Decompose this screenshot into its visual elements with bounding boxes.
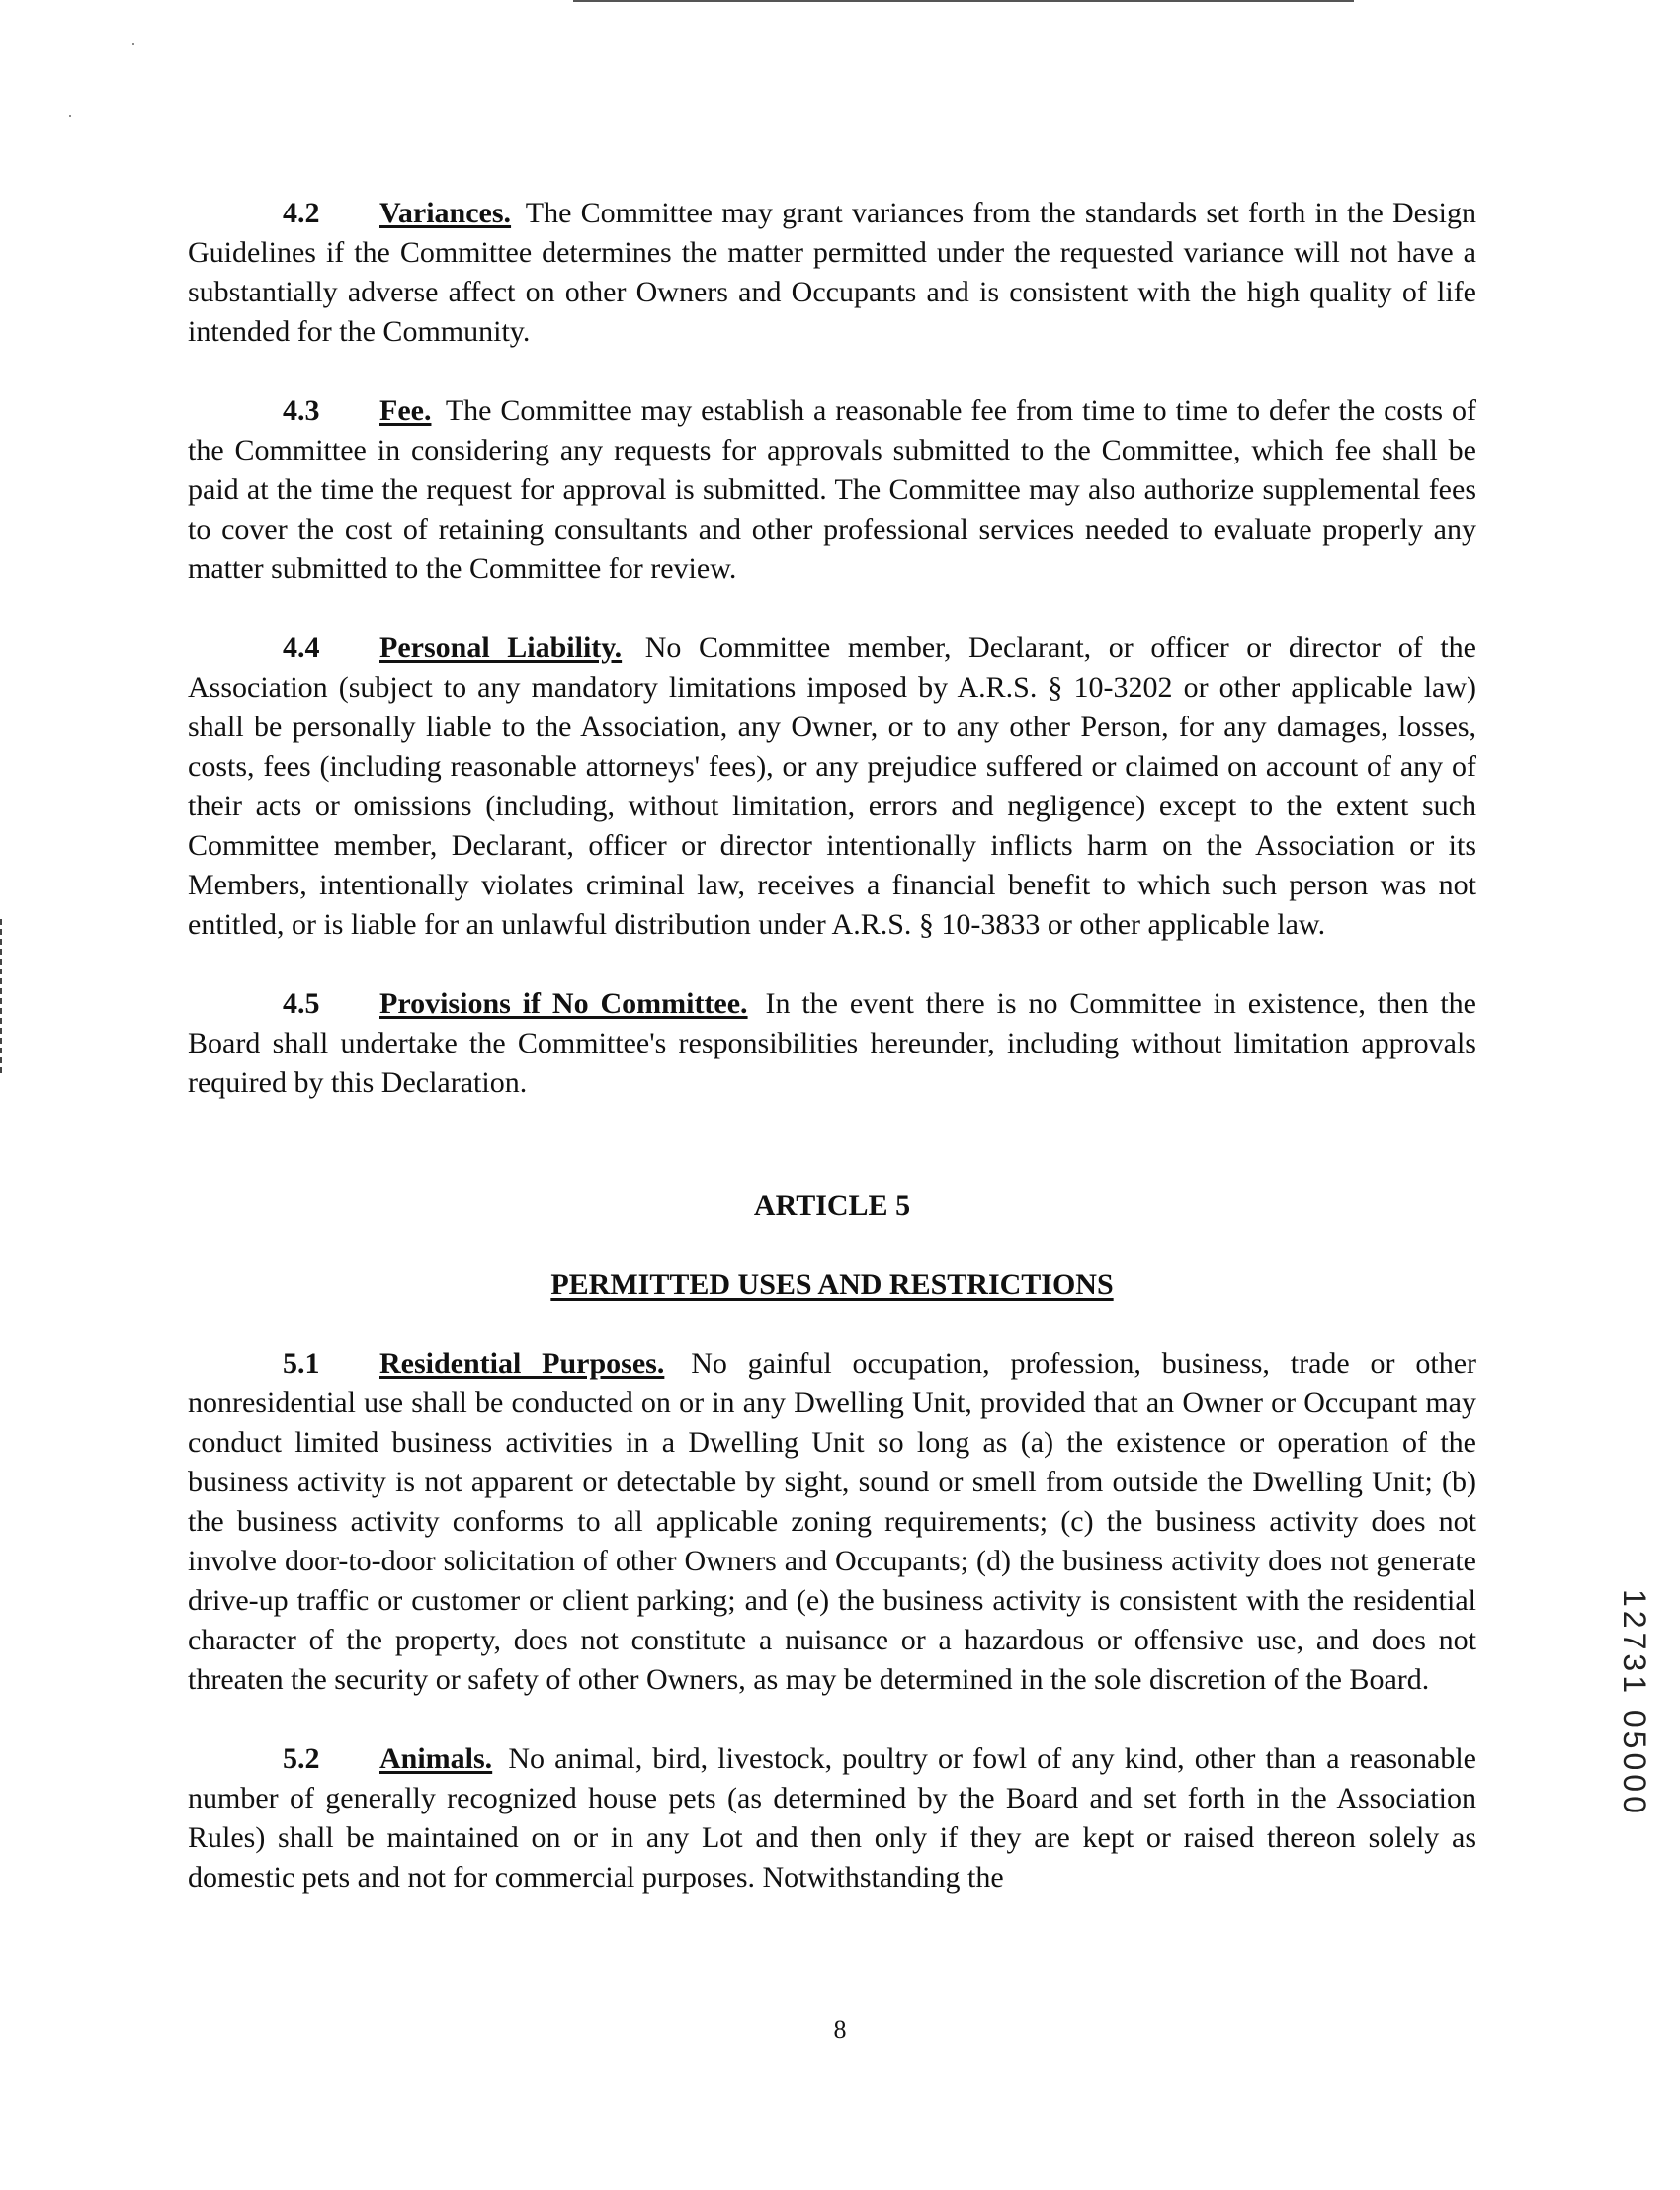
- section-4-4: [188, 629, 1476, 945]
- section-5-1: [188, 1344, 1476, 1700]
- section-4-3: [188, 391, 1476, 589]
- scan-speck: [132, 43, 134, 45]
- section-text: No Committee member, Declarant, or officer or director of the Association (subject to any mandatory limitations imposed by A.R.S. § 10-3202 or other applicable law) shall be personally liable to the Association, any Owner, or to any other Person, for any damages, losses, costs, fees (including reasonable attorneys' fees), or any prejudice suffered or claimed on account of any of their acts or omissions (including, without limitation, errors and negligence) except to the extent such Committee member, Declarant, officer or director intentionally inflicts harm on the Association or its Members, intentionally violates criminal law, receives a financial benefit to which such person was not entitled, or is liable for an unlawful distribution under A.R.S. § 10-3833 or other applicable law.: [188, 632, 1476, 941]
- scan-top-line: [573, 0, 1354, 2]
- section-heading: Fee.: [379, 394, 432, 427]
- section-number: 4.2: [283, 197, 320, 229]
- scan-speck: [69, 115, 71, 117]
- section-heading: Provisions if No Committee.: [379, 987, 748, 1020]
- section-number: 4.5: [283, 987, 320, 1020]
- section-4-2: [188, 194, 1476, 352]
- section-heading: Variances.: [379, 197, 512, 229]
- section-number: 4.3: [283, 394, 320, 427]
- section-4-5: [188, 984, 1476, 1103]
- page-number: 8: [833, 2015, 847, 2044]
- section-heading: Residential Purposes.: [379, 1347, 665, 1380]
- section-text: No gainful occupation, profession, business, trade or other nonresidential use shall be conducted on or in any Dwelling Unit, provided that an Owner or Occupant may conduct limited business activities in a Dwelling Unit so long as (a) the existence or operation of the business activity is not apparent or detectable by sight, sound or smell from outside the Dwelling Unit; (b) the business activity conforms to all applicable zoning requirements; (c) the business activity does not involve door-to-door solicitation of other Owners and Occupants; (d) the business activity does not generate drive-up traffic or customer or client parking; and (e) the business activity is consistent with the residential character of the property, does not constitute a nuisance or a hazardous or offensive use, and does not threaten the security or safety of other Owners, as may be determined in the sole discretion of the Board.: [188, 1347, 1477, 1696]
- section-number: 5.2: [283, 1742, 320, 1775]
- recording-number-stamp: 12731 05000: [1617, 1589, 1652, 1817]
- document-body: [188, 194, 1476, 1937]
- section-heading: Animals.: [379, 1742, 493, 1775]
- section-number: 4.4: [283, 632, 320, 664]
- section-5-2: [188, 1739, 1476, 1897]
- section-number: 5.1: [283, 1347, 320, 1380]
- section-text: In the event there is no Committee in existence, then the Board shall undertake the Committee's responsibilities hereunder, including without limitation approvals required by this Declaration.: [188, 987, 1476, 1099]
- section-text: The Committee may grant variances from the standards set forth in the Design Guidelines if the Committee determines the matter permitted under the requested variance will not have a substantially adverse affect on other Owners and Occupants and is consistent with the high quality of life intended for the Community.: [188, 197, 1476, 348]
- section-text: No animal, bird, livestock, poultry or fowl of any kind, other than a reasonable number of generally recognized house pets (as determined by the Board and set forth in the Association Rules) shall be maintained on or in any Lot and then only if they are kept or raised thereon solely as domestic pets and not for commercial purposes. Notwithstanding the: [188, 1742, 1476, 1894]
- article-title: ARTICLE 5: [753, 1189, 911, 1221]
- section-heading: Personal Liability.: [379, 632, 623, 664]
- section-text: The Committee may establish a reasonable fee from time to time to defer the costs of the Committee in considering any requests for approvals submitted to the Committee, which fee shall be paid at the time the request for approval is submitted. The Committee may also authorize supplemental fees to cover the cost of retaining consultants and other professional services needed to evaluate properly any matter submitted to the Committee for review.: [188, 394, 1476, 585]
- article-subtitle: PERMITTED USES AND RESTRICTIONS: [550, 1268, 1114, 1301]
- scan-left-edge-mark: [0, 919, 2, 1077]
